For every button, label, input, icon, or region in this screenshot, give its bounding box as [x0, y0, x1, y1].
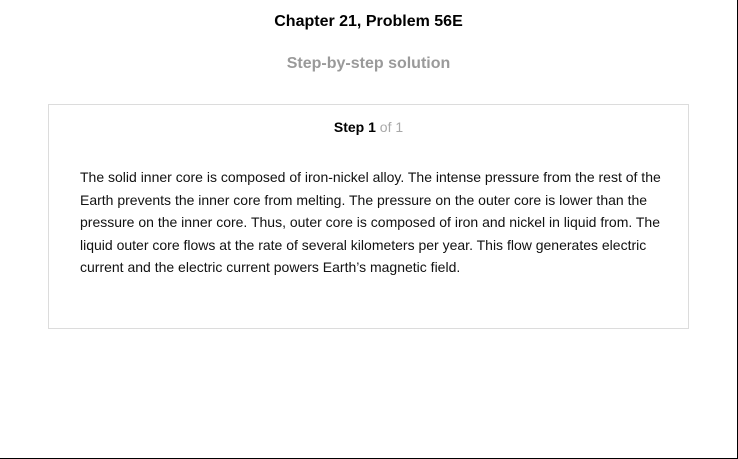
- step-text: The solid inner core is composed of iron-nickel alloy. The intense pressure from the rest of the Earth prevents the inner core from melting. The pressure on the outer core is lower than the pressure on the inner core. Thus, outer core is composed of iron and nickel in liquid from. The liquid outer core flows at the rate of several kilometers per year. This flow generates electric current and the electric current powers Earth’s magnetic field.: [80, 169, 661, 276]
- step-number: 1: [368, 119, 376, 135]
- step-total: of 1: [379, 119, 404, 135]
- page-title: Chapter 21, Problem 56E: [274, 13, 463, 30]
- step-card: [48, 104, 689, 329]
- solution-subtitle: Step-by-step solution: [286, 55, 451, 72]
- step-header: [49, 119, 688, 135]
- step-label: Step: [333, 119, 365, 135]
